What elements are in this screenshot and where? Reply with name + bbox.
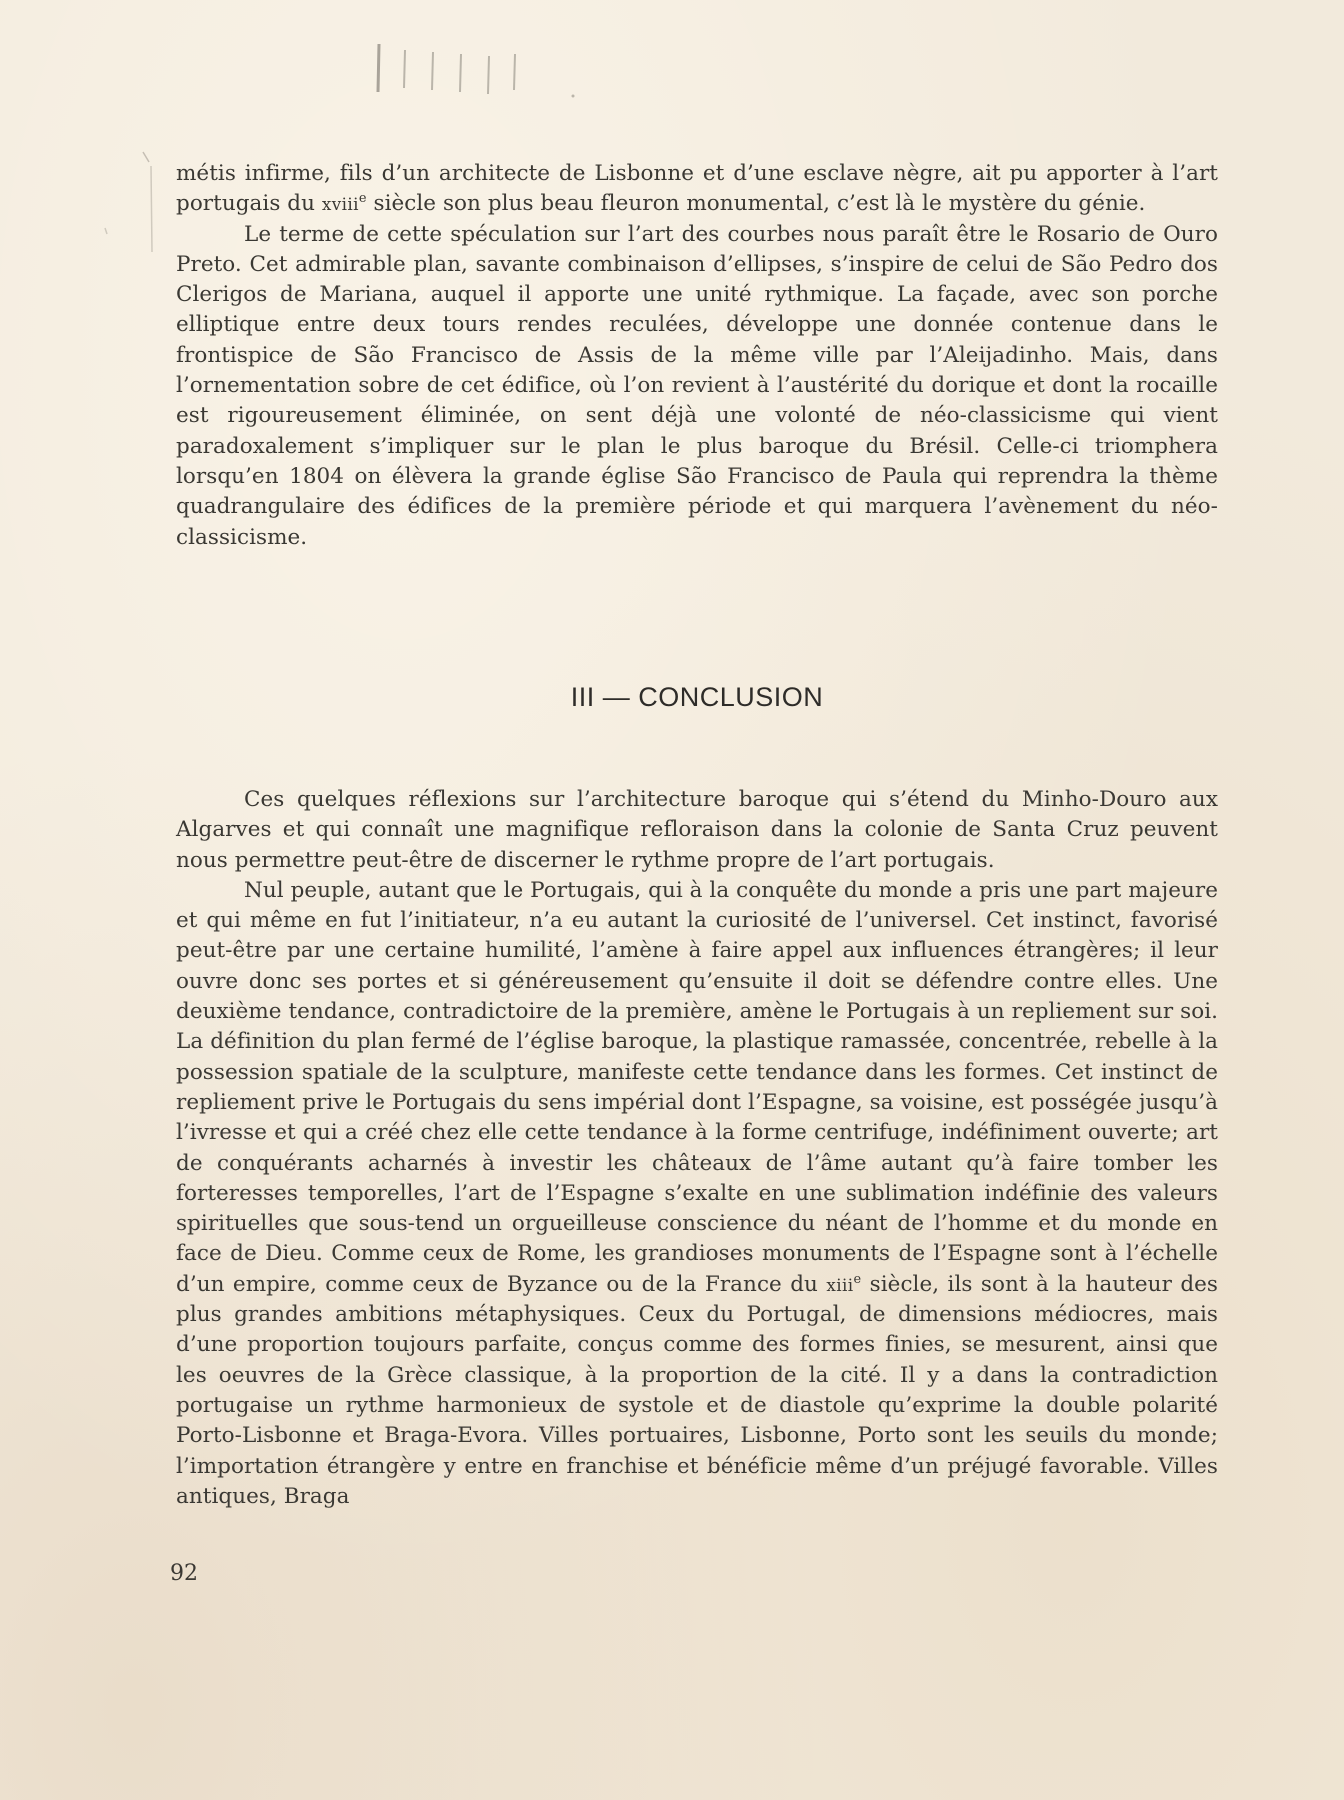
peuple-century-sup: e (853, 1271, 862, 1287)
peuple-after-century: siècle, ils sont à la hauteur des plus grandes ambitions métaphysiques. Ceux du Portugal, de dimensions médiocres, mais d’une proportion toujours parfaite, conçus comme des formes finies, se mesurent, ainsi que les oeuvres de la Grèce classique, à la proportion de la cité. Il y a dans la contradiction portugaise un rythme harmonieux de systole et de diastole qu’exprime la double polarité Porto-Lisbonne et Braga-Evora. Villes portuaires, Lisbonne, Porto sont les seuils du monde; l’importation étrangère y entre en franchise et bénéficie même d’un préjugé favorable. Villes antiques, Braga (176, 1271, 1218, 1509)
paragraph-reflexions: Ces quelques réflexions sur l’architecture baroque qui s’étend du Minho-Douro aux Algarves et qui connaît une magnifique refloraison dans la colonie de Santa Cruz peuvent nous permettre peut-être de discerner le rythme propre de l’art portugais. (176, 787, 1218, 873)
page-number: 92 (170, 1561, 198, 1586)
intro-century: xviii (321, 194, 359, 215)
conclusion-text-block (176, 785, 1218, 1512)
peuple-before-century: Nul peuple, autant que le Portugais, qui à la conquête du monde a pris une part majeure et qui même en fut l’initiateur, n’a eu autant la curiosité de l’universel. Cet instinct, favorisé peut-être par une certaine humilité, l’amène à faire appel aux influences étrangères; il leur ouvre donc ses portes et si généreusement qu’ensuite il doit se défendre contre elles. Une deuxième tendance, contradictoire de la première, amène le Portugais à un repliement sur soi. La définition du plan fermé de l’église baroque, la plastique ramassée, concentrée, rebelle à la possession spatiale de la sculpture, manifeste cette tendance dans les formes. Cet instinct de repliement prive le Portugais du sens impérial dont l’Espagne, sa voisine, est posségée jusqu’à l’ivresse et qui a créé chez elle cette tendance à la forme centrifuge, indéfiniment ouverte; art de conquérants acharnés à investir les châteaux de l’âme autant qu’à faire tomber les forteresses temporelles, l’art de l’Espagne s’exalte en une sublimation indéfinie des valeurs spirituelles que sous-tend un orgueilleuse conscience du néant de l’homme et du monde en face de Dieu. Comme ceux de Rome, les grandioses monuments de l’Espagne sont à l’échelle d’un empire, comme ceux de Byzance ou de la France du (176, 877, 1218, 1297)
peuple-century: xiii (826, 1274, 854, 1295)
intro-century-sup: e (358, 191, 367, 207)
pencil-side-marks (95, 148, 165, 258)
pencil-margin-marks (375, 42, 605, 98)
intro-after-century: siècle son plus beau fleuron monumental, c’est là le mystère du génie. (373, 191, 1146, 217)
intro-paragraph (176, 159, 1218, 220)
paragraph-peuple (176, 876, 1218, 1512)
section-heading: III — CONCLUSION (570, 682, 824, 712)
paragraph-rosario: Le terme de cette spéculation sur l’art des courbes nous paraît être le Rosario de Ouro Preto. Cet admirable plan, savante combinaison d’ellipses, s’inspire de celui de São Pedro dos Clerigos de Mariana, auquel il apporte une unité rythmique. La façade, avec son porche elliptique entre deux tours rendes reculées, développe une donnée contenue dans le frontispice de São Francisco de Assis de la même ville par l’Aleijadinho. Mais, dans l’ornementation sobre de cet édifice, où l’on revient à l’austérité du dorique et dont la rocaille est rigoureusement éliminée, on sent déjà une volonté de néo-classicisme qui vient paradoxalement s’impliquer sur le plan le plus baroque du Brésil. Celle-ci triomphera lorsqu’en 1804 on élèvera la grande église São Francisco de Paula qui reprendra la thème quadrangulaire des édifices de la première période et qui marquera l’avènement du néo-classicisme. (176, 221, 1218, 550)
intro-before-century: métis infirme, fils d’un architecte de Lisbonne et d’une esclave nègre, ait pu apporter à l’art portugais du (176, 161, 1218, 217)
top-text-block (176, 159, 1218, 553)
